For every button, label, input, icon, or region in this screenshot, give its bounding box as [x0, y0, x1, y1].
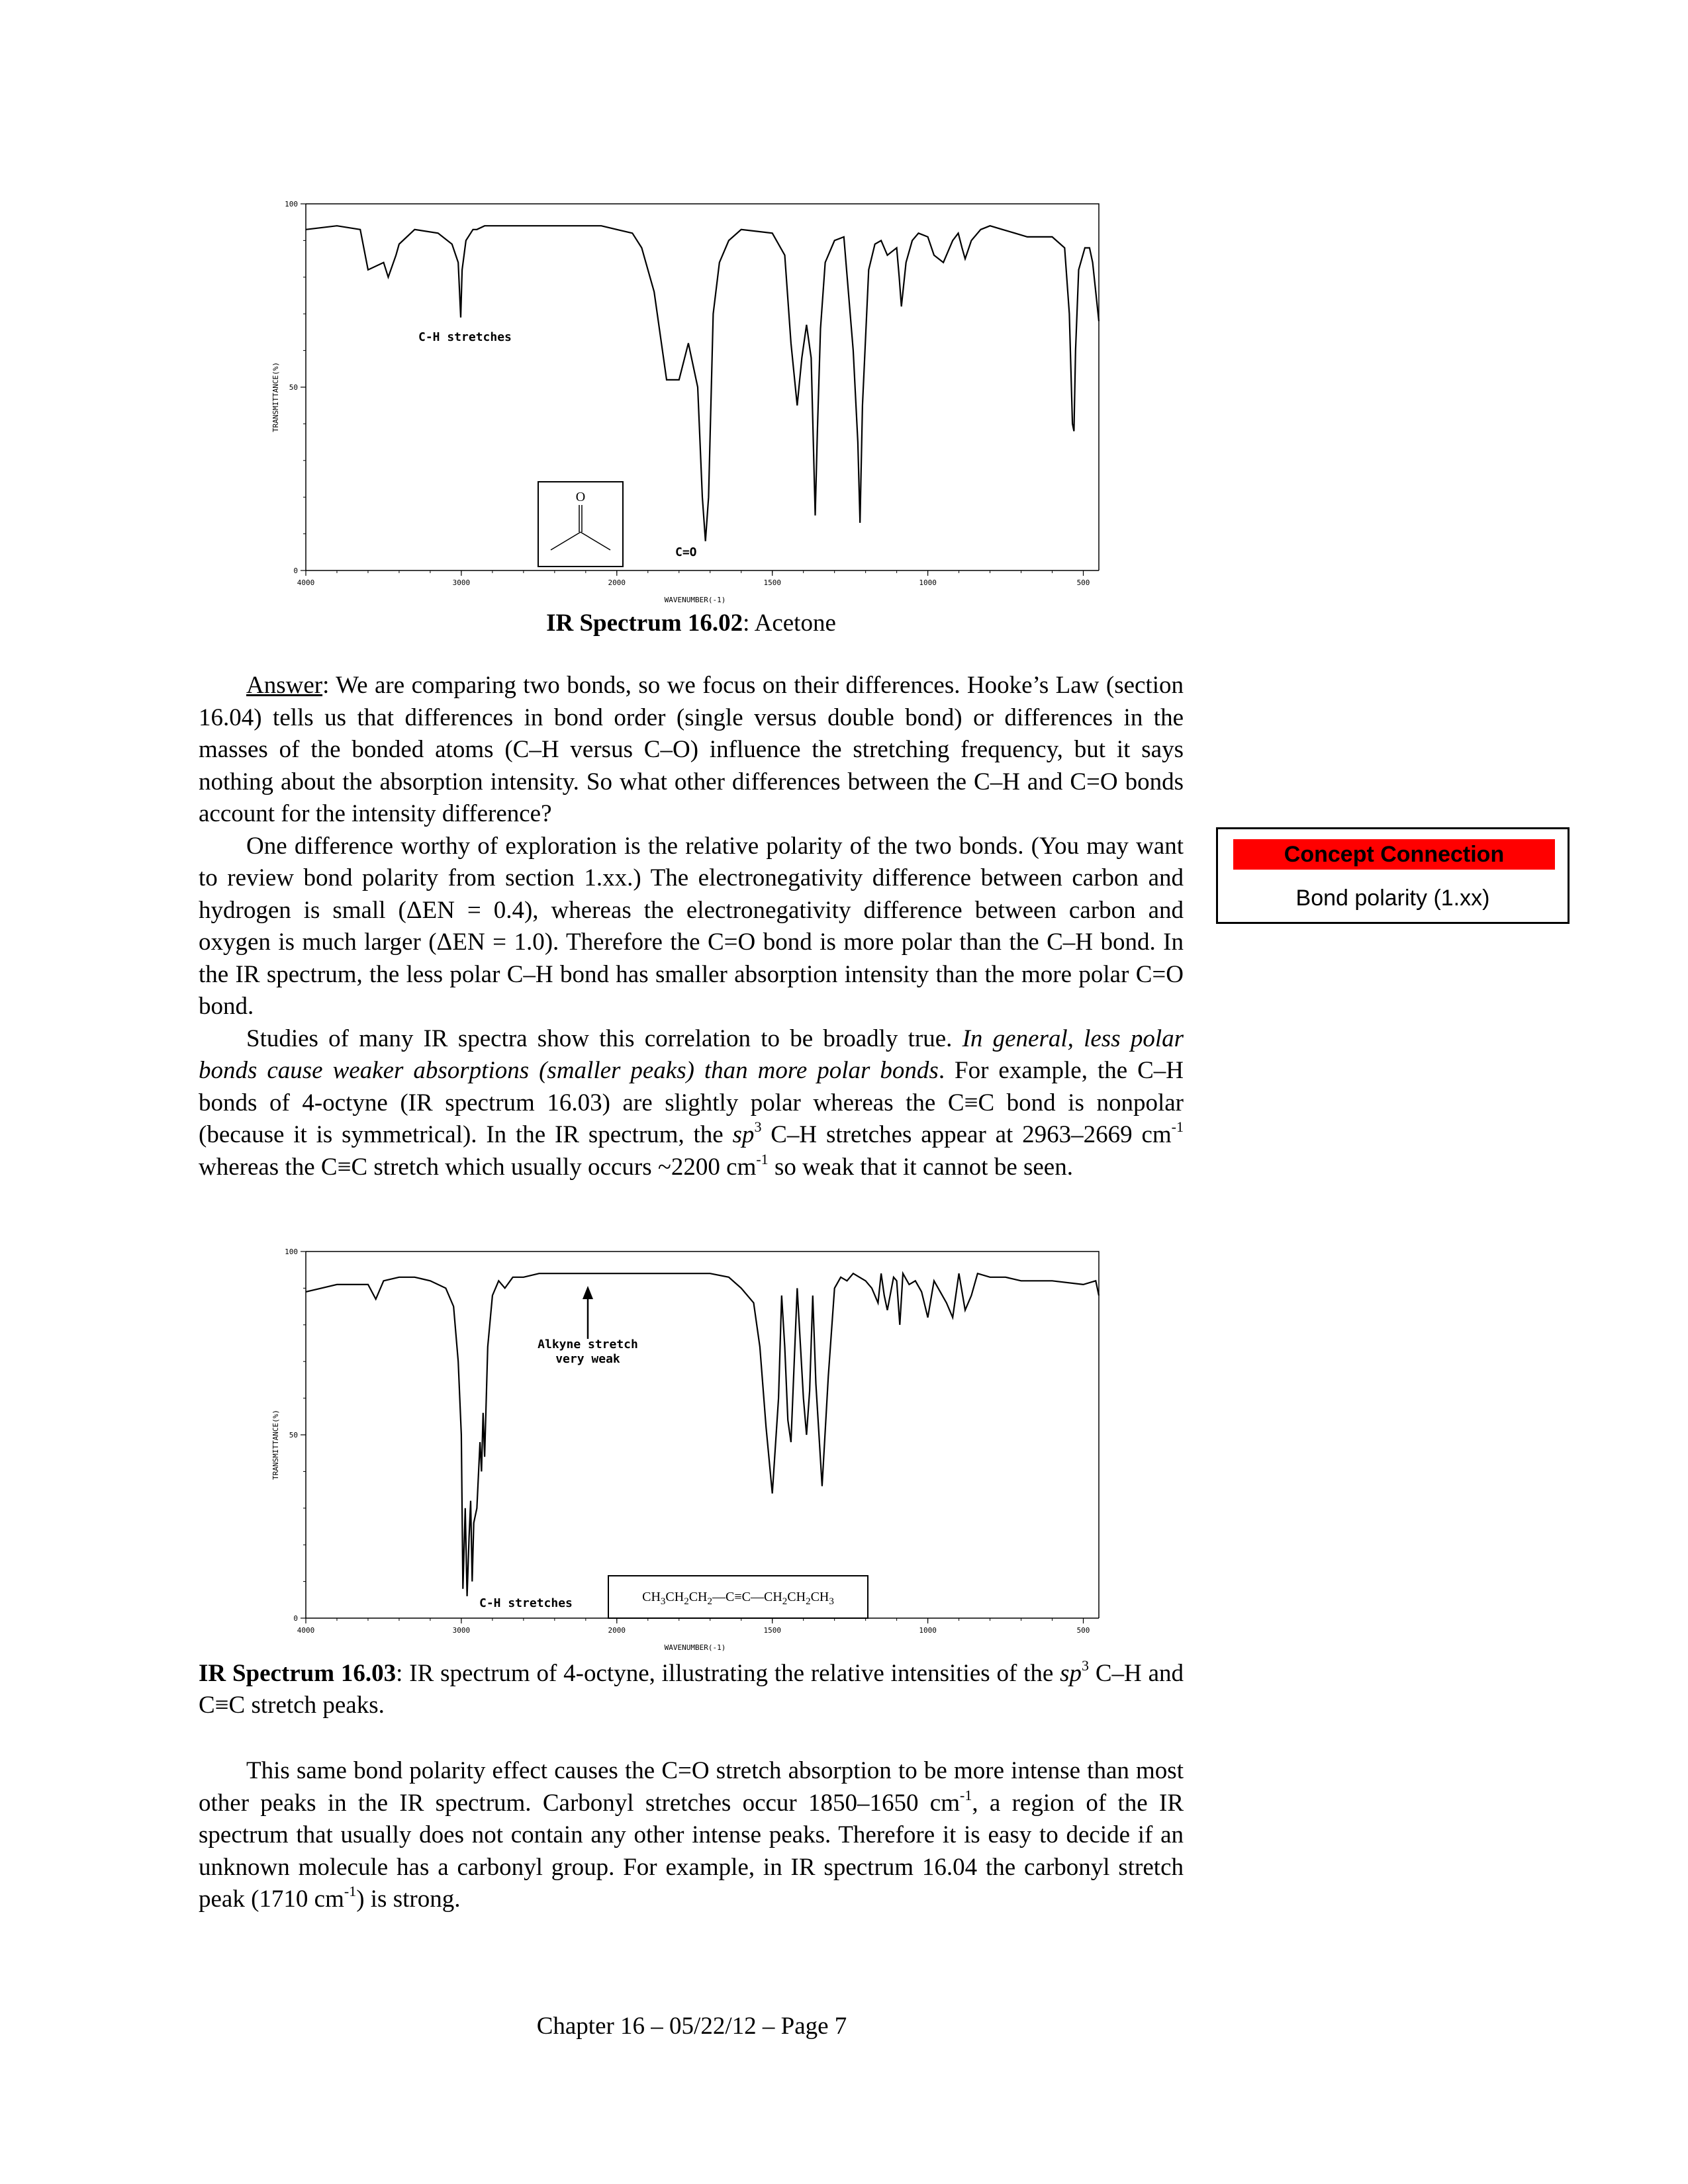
x-tick-label: 2000 — [608, 1626, 626, 1635]
ticks-layer — [285, 200, 1099, 587]
very-weak-label: very weak — [555, 1352, 620, 1366]
x-tick-label: 500 — [1076, 1626, 1090, 1635]
x-tick-label: 1000 — [919, 578, 937, 587]
ch-stretches-label: C-H stretches — [418, 330, 512, 344]
concept-connection-box — [1216, 827, 1570, 924]
x-axis-label: WAVENUMBER(-1) — [664, 1643, 726, 1652]
y-tick-label: 0 — [293, 1614, 298, 1623]
octyne-formula-box — [608, 1575, 868, 1619]
x-tick-label: 2000 — [608, 578, 626, 587]
caption-spectrum-16-03: IR Spectrum 16.03: IR spectrum of 4-octyne, illustrating the relative intensities of the $sp^3$ C–H and C≡C stretch peaks. — [199, 1657, 1184, 1719]
octyne-formula: $CH_3CH_2CH_2—C\equiv C—CH_2CH_2CH_3$ — [642, 1589, 834, 1607]
paragraph-answer: Answer: We are comparing two bonds, so we focus on their differences. Hooke’s Law (section 16.04) tells us that differences in bond order (single versus double bond) or differences in the masses of the bonded atoms (C–H versus C–O) influence the stretching frequency, but it says nothing about the absorption intensity. So what other differences between the C–H and C=O bonds account for the intensity difference? — [199, 672, 1184, 827]
spectrum-acetone-plot — [265, 199, 1125, 622]
caption-label: IR Spectrum 16.02 — [546, 610, 743, 637]
body-text-upper — [199, 670, 1184, 1183]
x-tick-label: 4000 — [297, 578, 315, 587]
x-tick-label: 1500 — [763, 1626, 781, 1635]
y-tick-label: 50 — [289, 383, 298, 392]
alkyne-arrow-head — [583, 1286, 593, 1299]
concept-connection-header: Concept Connection — [1233, 839, 1555, 870]
ir-spectrum-4-octyne — [265, 1246, 1125, 1670]
transmittance-line — [306, 1273, 1099, 1596]
plot-frame — [306, 204, 1099, 570]
x-tick-label: 4000 — [297, 1626, 315, 1635]
paragraph-correlation: Studies of many IR spectra show this correlation to be broadly true. In general, less polar bonds cause weaker absorptions (smaller peaks) than more polar bonds. For example, the C–H bonds of 4-octyne (IR spectrum 16.03) are slightly polar whereas the C≡C bond is nonpolar (because it is symmetrical). In the IR spectrum, the $sp^3$ C–H stretches appear at 2963–2669 $cm^{-1}$ whereas the C≡C stretch which usually occurs ~2200 $cm^{-1}$ so weak that it cannot be seen. — [199, 1024, 1184, 1181]
x-tick-label: 3000 — [452, 1626, 471, 1635]
y-axis-label: TRANSMITTANCE(%) — [271, 362, 280, 432]
y-axis-label: TRANSMITTANCE(%) — [271, 1410, 280, 1480]
transmittance-line — [306, 226, 1099, 541]
paragraph-polarity: One difference worthy of exploration is the relative polarity of the two bonds. (You may want to review bond polarity from section 1.xx.) The electronegativity difference between carbon and hydrogen is small (ΔEN = 0.4), whereas the electronegativity difference between carbon and oxygen is much larger (ΔEN = 1.0). Therefore the C=O bond is more polar than the C–H bond. In the IR spectrum, the less polar C–H bond has smaller absorption intensity than the more polar C=O bond. — [199, 832, 1184, 1020]
y-tick-label: 100 — [285, 200, 298, 208]
oxygen-atom-label: O — [575, 490, 586, 504]
carbonyl-label: C=O — [675, 545, 697, 559]
ir-spectrum-acetone — [265, 199, 1125, 622]
x-tick-label: 1000 — [919, 1626, 937, 1635]
concept-connection-link[interactable]: Bond polarity (1.xx) — [1295, 886, 1490, 911]
caption-spectrum-16-02 — [199, 608, 1184, 639]
y-tick-label: 50 — [289, 1431, 298, 1439]
body-text-lower — [199, 1755, 1184, 1916]
y-tick-label: 100 — [285, 1248, 298, 1256]
x-tick-label: 500 — [1076, 578, 1090, 587]
x-tick-label: 1500 — [763, 578, 781, 587]
acetone-structure — [538, 481, 624, 567]
x-axis-label: WAVENUMBER(-1) — [664, 596, 726, 604]
alkyne-stretch-label: Alkyne stretch — [538, 1338, 638, 1351]
x-tick-label: 3000 — [452, 578, 471, 587]
answer-label: Answer — [246, 672, 323, 699]
caption-text: : Acetone — [743, 610, 836, 637]
ch-stretches-label: C-H stretches — [479, 1596, 573, 1610]
page-footer: Chapter 16 – 05/22/12 – Page 7 — [536, 2013, 847, 2040]
plot-frame — [306, 1251, 1099, 1618]
paragraph-carbonyl: This same bond polarity effect causes the C=O stretch absorption to be more intense than most other peaks in the IR spectrum. Carbonyl stretches occur 1850–1650 $cm^{-1}$, a region of the IR spectrum that usually does not contain any other intense peaks. Therefore it is easy to decide if an unknown molecule has a carbonyl group. For example, in IR spectrum 16.04 the carbonyl stretch peak (1710 $cm^{-1}$) is strong. — [199, 1757, 1184, 1913]
y-tick-label: 0 — [293, 567, 298, 575]
caption-label: IR Spectrum 16.03 — [199, 1660, 397, 1687]
acetone-skeletal-formula — [539, 482, 622, 566]
